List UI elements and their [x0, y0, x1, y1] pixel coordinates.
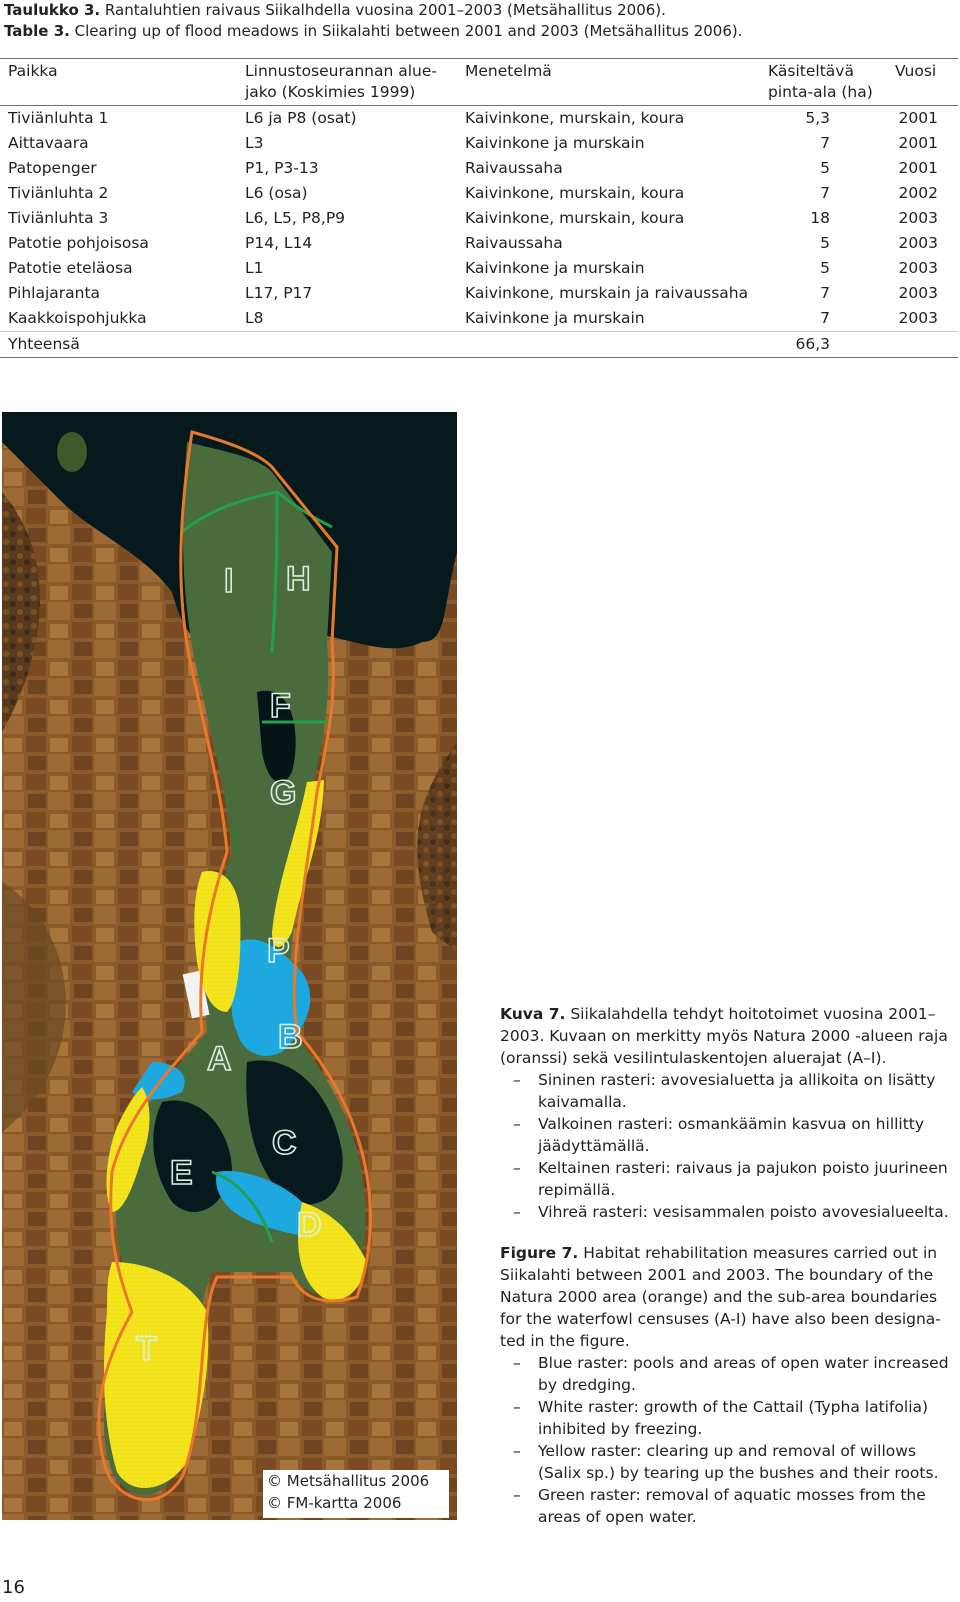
list-item	[500, 1352, 956, 1396]
figure-fi-list	[500, 1069, 956, 1223]
area-label-a: A	[207, 1040, 232, 1078]
area-label-b: B	[278, 1018, 303, 1056]
cell-method: Kaivinkone, murskain, koura	[465, 209, 685, 227]
figure-fi-label: Kuva 7.	[500, 1005, 566, 1023]
figure-fi-item-yellow: Keltainen rasteri: raivaus ja pajukon poisto juurineen repimällä.	[538, 1159, 948, 1199]
list-item	[500, 1069, 956, 1113]
list-dash: –	[513, 1203, 521, 1221]
cell-method: Kaivinkone, murskain, koura	[465, 109, 685, 127]
list-dash: –	[513, 1486, 521, 1504]
area-label-g: G	[270, 774, 297, 812]
list-item	[500, 1201, 956, 1223]
caption-en-text: Clearing up of flood meadows in Siikalahti between 2001 and 2003 (Metsähallitus 2006).	[74, 22, 743, 40]
cell-area: 5	[820, 259, 830, 277]
list-item	[500, 1113, 956, 1157]
cell-year: 2003	[898, 259, 938, 277]
cell-year: 2003	[898, 234, 938, 252]
credit-metsahallitus: © Metsähallitus 2006	[267, 1472, 430, 1490]
figure-en-item-yellow: Yellow raster: clearing up and removal of willows (Salix sp.) by tearing up the bushes and their roots.	[538, 1442, 939, 1482]
list-dash: –	[513, 1115, 521, 1133]
credit-fm-kartta: © FM-kartta 2006	[267, 1494, 402, 1512]
cell-place: Patotie eteläosa	[8, 259, 133, 277]
area-label-f: F	[270, 687, 291, 725]
cell-area: 7	[820, 284, 830, 302]
caption-english	[4, 21, 954, 42]
cell-area: 7	[820, 184, 830, 202]
cell-area: 5,3	[805, 109, 830, 127]
map-image	[2, 412, 457, 1520]
cell-method: Raivaussaha	[465, 159, 563, 177]
list-item	[500, 1157, 956, 1201]
table-row	[0, 106, 958, 131]
figure-en-item-white: White raster: growth of the Cattail (Typha latifolia) inhibited by freezing.	[538, 1398, 929, 1438]
list-item	[500, 1484, 956, 1528]
header-division-line2: jako (Koskimies 1999)	[245, 83, 416, 101]
cell-year: 2003	[898, 209, 938, 227]
cell-place: Patotie pohjoisosa	[8, 234, 149, 252]
figure-caption-english	[500, 1242, 956, 1528]
figure-en-label: Figure 7.	[500, 1244, 579, 1262]
caption-finnish	[4, 0, 954, 21]
total-area: 66,3	[795, 335, 830, 353]
cell-division: L17, P17	[245, 284, 313, 302]
figure-fi-item-green: Vihreä rasteri: vesisammalen poisto avovesialueelta.	[538, 1203, 949, 1221]
caption-en-label: Table 3.	[4, 22, 70, 40]
cell-division: L6, L5, P8,P9	[245, 209, 346, 227]
table-row	[0, 131, 958, 156]
cell-place: Aittavaara	[8, 134, 89, 152]
figure-fi-item-blue: Sininen rasteri: avovesialuetta ja allikoita on lisätty kaivamalla.	[538, 1071, 936, 1111]
clearing-table	[0, 58, 958, 358]
cell-area: 5	[820, 234, 830, 252]
cell-year: 2001	[898, 159, 938, 177]
cell-area: 7	[820, 309, 830, 327]
list-dash: –	[513, 1398, 521, 1416]
table-row	[0, 281, 958, 306]
island	[57, 432, 87, 472]
caption-fi-label: Taulukko 3.	[4, 1, 101, 19]
header-division-line1: Linnustoseurannan alue-	[245, 62, 438, 80]
area-label-e: E	[170, 1154, 193, 1192]
figure-fi-paragraph	[500, 1003, 956, 1069]
table-total-row	[0, 331, 958, 358]
table-row	[0, 181, 958, 206]
table-header	[0, 58, 958, 106]
cell-year: 2001	[898, 134, 938, 152]
list-dash: –	[513, 1159, 521, 1177]
header-year: Vuosi	[895, 62, 937, 80]
map-credit	[263, 1470, 449, 1518]
table-row	[0, 206, 958, 231]
area-label-i: I	[224, 562, 234, 600]
cell-method: Kaivinkone ja murskain	[465, 134, 645, 152]
list-dash: –	[513, 1354, 521, 1372]
cell-year: 2003	[898, 284, 938, 302]
figure-en-item-blue: Blue raster: pools and areas of open water increased by dredging.	[538, 1354, 949, 1394]
cell-year: 2003	[898, 309, 938, 327]
header-method: Menetelmä	[465, 62, 552, 80]
cell-year: 2002	[898, 184, 938, 202]
cell-division: L3	[245, 134, 264, 152]
cell-method: Kaivinkone ja murskain	[465, 259, 645, 277]
cell-method: Kaivinkone ja murskain	[465, 309, 645, 327]
list-item	[500, 1396, 956, 1440]
cell-division: P14, L14	[245, 234, 313, 252]
cell-division: L1	[245, 259, 264, 277]
table-row	[0, 256, 958, 281]
cell-method: Kaivinkone, murskain, koura	[465, 184, 685, 202]
figure-fi-text: Siikalahdella tehdyt hoitotoimet vuosina 2001–2003. Kuvaan on merkitty myös Natura 2000 -alueen raja (oranssi) sekä vesilintulaskentojen aluerajat (A–I).	[500, 1005, 948, 1067]
cell-division: L6 ja P8 (osat)	[245, 109, 357, 127]
figure-en-list	[500, 1352, 956, 1528]
cell-method: Kaivinkone, murskain ja raivaussaha	[465, 284, 749, 302]
page-number: 16	[2, 1577, 25, 1598]
header-place: Paikka	[8, 62, 58, 80]
cell-place: Pihlajaranta	[8, 284, 101, 302]
cell-place: Tiviänluhta 2	[8, 184, 109, 202]
area-label-c: C	[272, 1124, 297, 1162]
table-body	[0, 106, 958, 331]
figure-caption-finnish	[500, 1003, 956, 1223]
figure-en-item-green: Green raster: removal of aquatic mosses from the areas of open water.	[538, 1486, 926, 1526]
cell-year: 2001	[898, 109, 938, 127]
list-dash: –	[513, 1442, 521, 1460]
table-row	[0, 306, 958, 331]
cell-place: Kaakkoispohjukka	[8, 309, 147, 327]
cell-division: L6 (osa)	[245, 184, 308, 202]
caption-fi-text: Rantaluhtien raivaus Siikalhdella vuosina 2001–2003 (Metsähallitus 2006).	[104, 1, 666, 19]
cell-place: Tiviänluhta 3	[8, 209, 109, 227]
figure-en-text: Habitat rehabilitation measures carried out in Siikalahti between 2001 and 2003. The boundary of the Natura 2000 area (orange) and the sub-area boundaries for the waterfowl censuses (A-I) have also been designa-ted in the figure.	[500, 1244, 941, 1350]
cell-area: 18	[810, 209, 830, 227]
area-label-d: D	[297, 1206, 322, 1244]
area-label-t: T	[136, 1330, 157, 1368]
cell-place: Tiviänluhta 1	[8, 109, 109, 127]
header-area-line2: pinta-ala (ha)	[768, 83, 873, 101]
cell-method: Raivaussaha	[465, 234, 563, 252]
total-label: Yhteensä	[8, 335, 80, 353]
table-row	[0, 231, 958, 256]
header-area	[768, 61, 873, 103]
header-area-line1: Käsiteltävä	[768, 62, 854, 80]
header-division	[245, 61, 437, 103]
cell-area: 5	[820, 159, 830, 177]
cell-area: 7	[820, 134, 830, 152]
cell-division: L8	[245, 309, 264, 327]
list-dash: –	[513, 1071, 521, 1089]
cell-place: Patopenger	[8, 159, 97, 177]
cell-division: P1, P3-13	[245, 159, 319, 177]
table-row	[0, 156, 958, 181]
table-caption	[4, 0, 954, 42]
siikalahti-map	[2, 412, 457, 1520]
figure-en-paragraph	[500, 1242, 956, 1352]
area-label-p: P	[267, 932, 290, 970]
area-label-h: H	[286, 560, 311, 598]
figure-fi-item-white: Valkoinen rasteri: osmankäämin kasvua on hillitty jäädyttämällä.	[538, 1115, 925, 1155]
list-item	[500, 1440, 956, 1484]
